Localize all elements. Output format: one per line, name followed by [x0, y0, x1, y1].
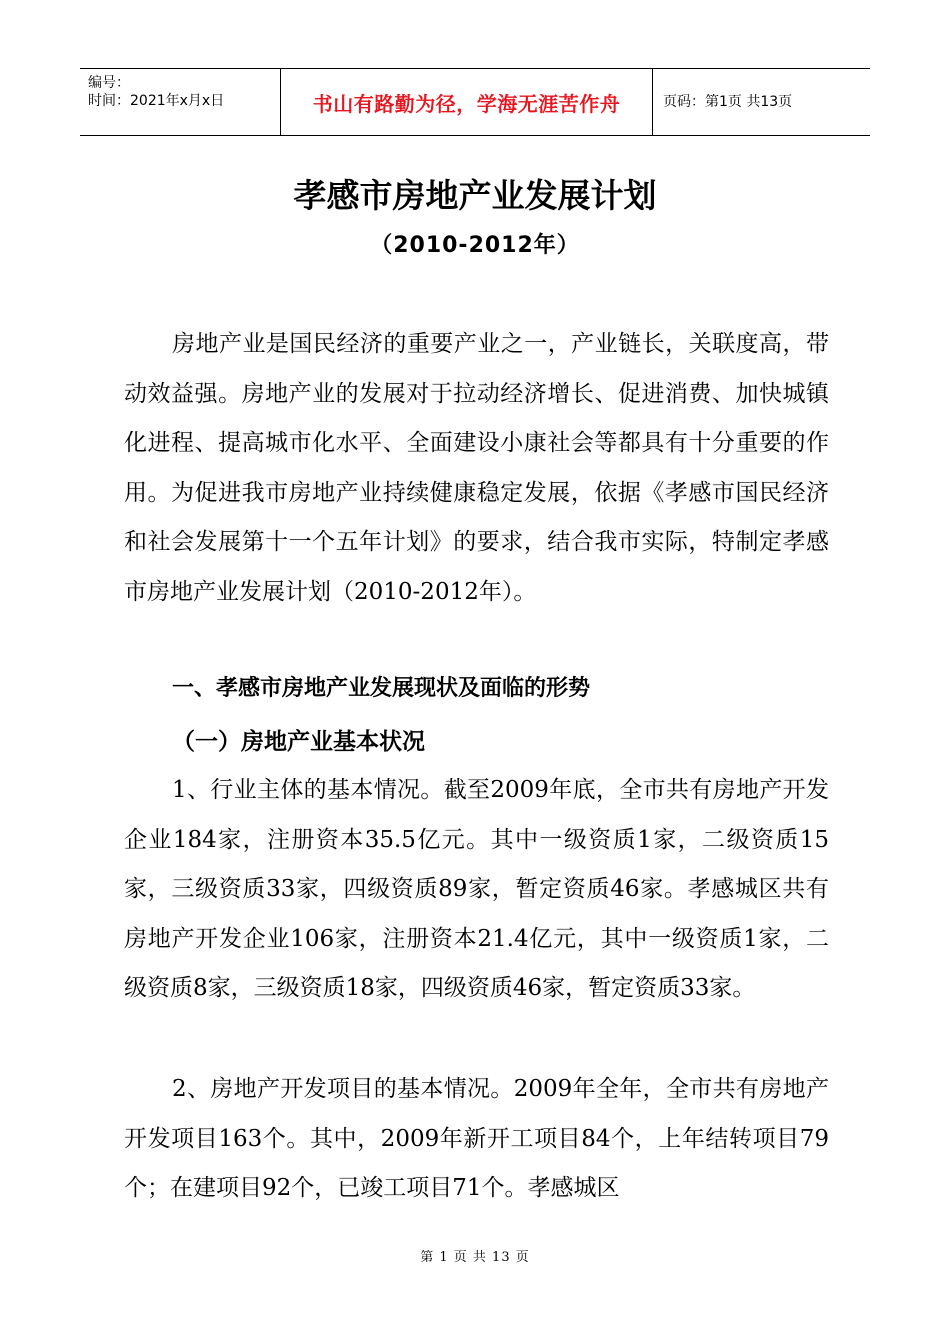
paragraph-block-2 — [124, 1065, 829, 1214]
doc-number-label: 编号： — [88, 75, 130, 91]
header-meta-cell — [80, 69, 280, 135]
page-footer: 第 1 页 共 13 页 — [420, 1250, 530, 1265]
motto-text: 书山有路勤为径，学海无涯苦作舟 — [312, 91, 621, 116]
date-label: 时间：2021年x月x日 — [88, 93, 225, 109]
subsection-heading: （一）房地产业基本状况 — [172, 728, 425, 755]
paragraph-block-1 — [124, 766, 829, 1014]
header-motto-cell — [280, 69, 653, 135]
page-subtitle: （2010-2012年） — [370, 233, 580, 258]
page-info: 页码：第1页 共13页 — [663, 94, 793, 110]
section-heading: 一、孝感市房地产业发展现状及面临的形势 — [172, 676, 591, 701]
header-page-cell — [653, 69, 870, 135]
paragraph-2: 2、房地产开发项目的基本情况。2009年全年，全市共有房地产开发项目163个。其中，2009年新开工项目84个，上年结转项目79个；在建项目92个，已竣工项目71个。孝感城区 — [124, 1076, 829, 1201]
document-header — [80, 68, 870, 136]
page-title: 孝感市房地产业发展计划 — [293, 176, 657, 215]
paragraph-1: 1、行业主体的基本情况。截至2009年底，全市共有房地产开发企业184家，注册资本35.5亿元。其中一级资质1家，二级资质15家，三级资质33家，四级资质89家，暂定资质46家。孝感城区共有房地产开发企业106家，注册资本21.4亿元，其中一级资质1家，二级资质8家，三级资质18家，四级资质46家，暂定资质33家。 — [124, 777, 829, 1001]
intro-block — [124, 320, 829, 617]
intro-paragraph: 房地产业是国民经济的重要产业之一，产业链长，关联度高，带动效益强。房地产业的发展对于拉动经济增长、促进消费、加快城镇化进程、提高城市化水平、全面建设小康社会等都具有十分重要的作用。为促进我市房地产业持续健康稳定发展，依据《孝感市国民经济和社会发展第十一个五年计划》的要求，结合我市实际，特制定孝感市房地产业发展计划（2010-2012年）。 — [124, 331, 829, 605]
